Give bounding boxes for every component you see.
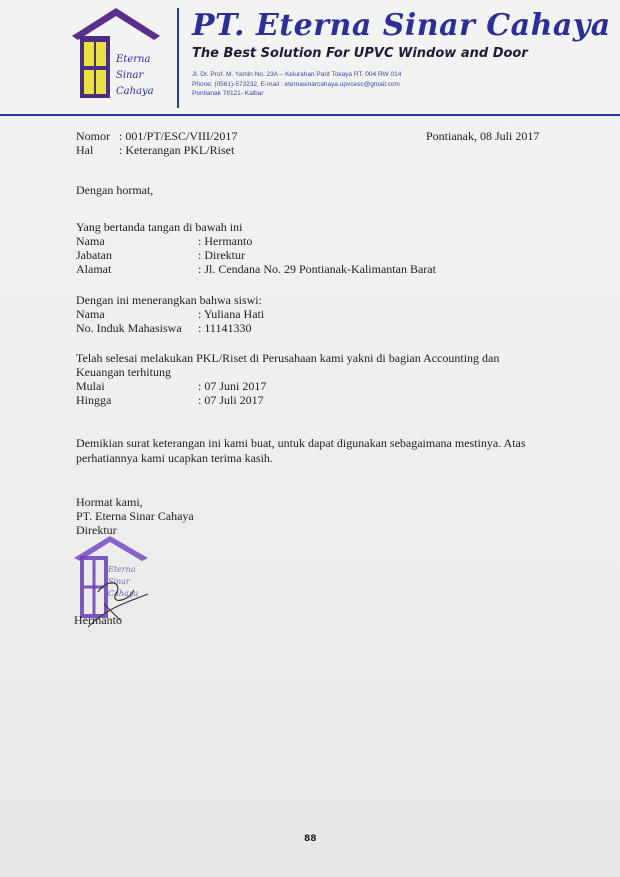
closing-line: perhatiannya kami ucapkan terima kasih. [76,451,273,465]
stamp-text-1: Eterna [108,565,136,574]
period-value: : 07 Juni 2017 [198,379,267,393]
sign-company: PT. Eterna Sinar Cahaya [76,509,194,523]
student-value: : Yuliana Hati [198,307,265,321]
address-line: Phone: (0561)-573232, E-mail : eternasinarcahaya.upvcesc@gmail.com [192,80,400,88]
student-value: : 11141330 [198,321,252,335]
company-logo [66,6,166,106]
sign-name: Hermanto [74,613,122,627]
closing-line: Demikian surat keterangan ini kami buat, untuk dapat digunakan sebagaimana mestinya. Atas [76,436,526,450]
address-line: Jl. Dr. Prof. M. Yamin No. 23A – Kelurahan Parit Tokaya RT. 004 RW 014 [192,71,402,78]
signer-value: : Direktur [198,248,245,262]
letterhead-divider-vertical [177,8,179,108]
signer-label: Jabatan [76,248,112,262]
intro-text: Yang bertanda tangan di bawah ini [76,220,243,234]
period-label: Hingga [76,393,112,407]
student-intro: Dengan ini menerangkan bahwa siswi: [76,293,262,307]
signer-value: : Hermanto [198,234,253,248]
letterhead-divider [0,114,620,116]
address-line: Pontianak 78121- Kalbar [192,90,264,97]
company-address [192,70,401,99]
sign-title: Direktur [76,523,117,537]
place-date: Pontianak, 08 Juli 2017 [426,129,540,143]
period-value: : 07 Juli 2017 [198,393,264,407]
logo-text-2: Sinar [116,70,144,81]
student-label: No. Induk Mahasiswa [76,321,182,335]
company-name: PT. Eterna Sinar Cahaya [192,8,611,43]
logo-text-3: Cahaya [116,86,154,97]
hal-label: Hal [76,143,94,157]
regards: Hormat kami, [76,495,143,509]
logo-text-1: Eterna [116,54,151,65]
done-line: Telah selesai melakukan PKL/Riset di Perusahaan kami yakni di bagian Accounting dan [76,351,500,365]
nomor-value: : 001/PT/ESC/VIII/2017 [119,129,238,143]
period-label: Mulai [76,379,105,393]
stamp-text-3: Cahaya [108,589,139,598]
nomor-label: Nomor [76,129,110,143]
done-line: Keuangan terhitung [76,365,171,379]
stamp-text-2: Sinar [108,577,130,586]
signer-value: : Jl. Cendana No. 29 Pontianak-Kalimantan Barat [198,262,436,276]
hal-value: : Keterangan PKL/Riset [119,143,235,157]
student-label: Nama [76,307,105,321]
signer-label: Nama [76,234,105,248]
page-number: 88 [304,834,317,844]
greeting: Dengan hormat, [76,183,154,197]
company-tagline: The Best Solution For UPVC Window and Door [192,46,528,61]
signer-label: Alamat [76,262,112,276]
